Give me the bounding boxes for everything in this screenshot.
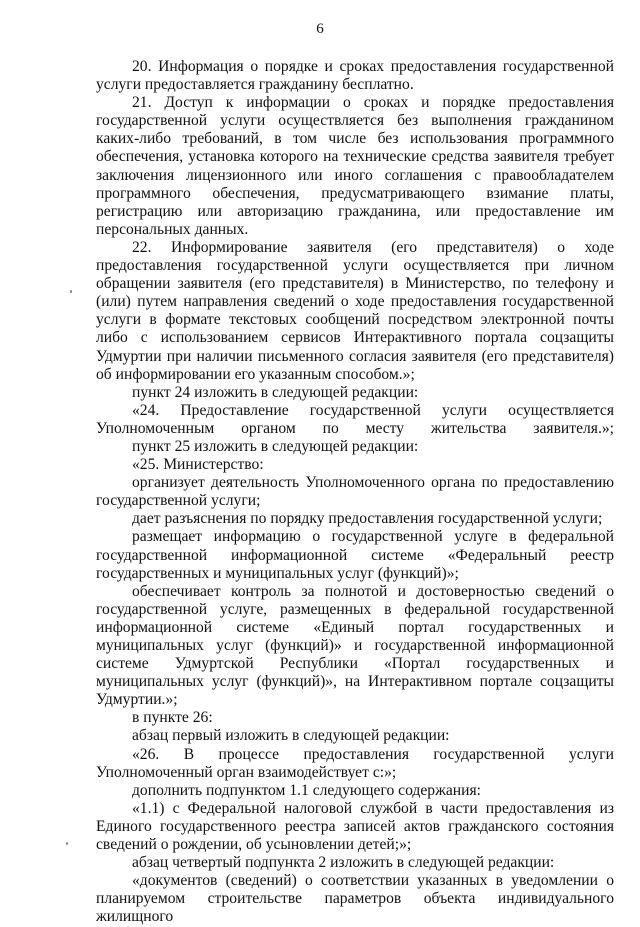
instruction-first-abzac: абзац первый изложить в следующей редакции: [132,727,450,745]
paragraph-25-item-explains: дает разъяснения по порядку предоставления государственной услуги; [132,510,603,528]
paragraph-20: 20. Информация о порядке и сроках предоставления государственной услуги предоставляется гражданину бесплатно. [96,58,614,94]
instruction-point-26: в пункте 26: [132,709,213,727]
paragraph-22: 22. Информирование заявителя (его представителя) о ходе предоставления государственной услуги осуществляется при личном обращении заявителя (его представителя) в Министерство, по телефону и (или) путем направления сведений о ходе предоставления государственной услуги в формате текстовых сообщений посредством электронной почты либо с использованием сервисов Интерактивного портала соцзащиты Удмуртии при наличии письменного согласия заявителя (его представителя) об информировании его указанным способом.»; [96,238,614,383]
paragraph-25-heading: «25. Министерство: [132,456,264,474]
paragraph-25-item-organizes: организует деятельность Уполномоченного органа по предоставлению государственной услуги; [96,474,614,510]
page-number: 6 [316,21,324,37]
instruction-fourth-abzac: абзац четвертый подпункта 2 изложить в следующей редакции: [132,854,555,872]
documents-paragraph: «документов (сведений) о соответствии указанных в уведомлении о планируемом строительстве параметров объекта индивидуального жилищного [96,872,614,926]
paragraph-24: «24. Предоставление государственной услуги осуществляется Уполномоченным органом по месту жительства заявителя.»; [96,401,614,437]
paragraph-25-item-controls: обеспечивает контроль за полнотой и достоверностью сведений о государственной услуге, размещенных в федеральной государственной информационной системе «Единый портал государственных и муниципальных услуг (функций)» и государственной информационной системе Удмуртской Республики «Портал государственных и муниципальных услуг (функций)», на Интерактивном портале соцзащиты Удмуртии.»; [96,582,614,709]
scan-speck [70,290,72,293]
paragraph-26: «26. В процессе предоставления государственной услуги Уполномоченный орган взаимодействует с:»; [96,745,614,781]
instruction-subpoint-1-1: дополнить подпунктом 1.1 следующего содержания: [132,781,481,799]
instruction-point-24: пункт 24 изложить в следующей редакции: [132,383,419,401]
paragraph-25-item-publishes: размещает информацию о государственной услуге в федеральной государственной информационной системе «Федеральный реестр государственных и муниципальных услуг (функций)»; [96,528,614,582]
paragraph-21: 21. Доступ к информации о сроках и порядке предоставления государственной услуги осуществляется без выполнения гражданином каких-либо требований, в том числе без использования программного обеспечения, установка которого на технические средства заявителя требует заключения лицензионного или иного соглашения с правообладателем программного обеспечения, предусматривающего взимание платы, регистрацию или авторизацию гражданина, или предоставление им персональных данных. [96,94,614,238]
subpoint-1-1: «1.1) с Федеральной налоговой службой в части предоставления из Единого государственного реестра записей актов гражданского состояния сведений о рождении, об усыновлении детей;»; [96,799,614,854]
scan-speck [66,842,68,845]
document-body [96,58,614,927]
instruction-point-25: пункт 25 изложить в следующей редакции: [132,437,419,455]
